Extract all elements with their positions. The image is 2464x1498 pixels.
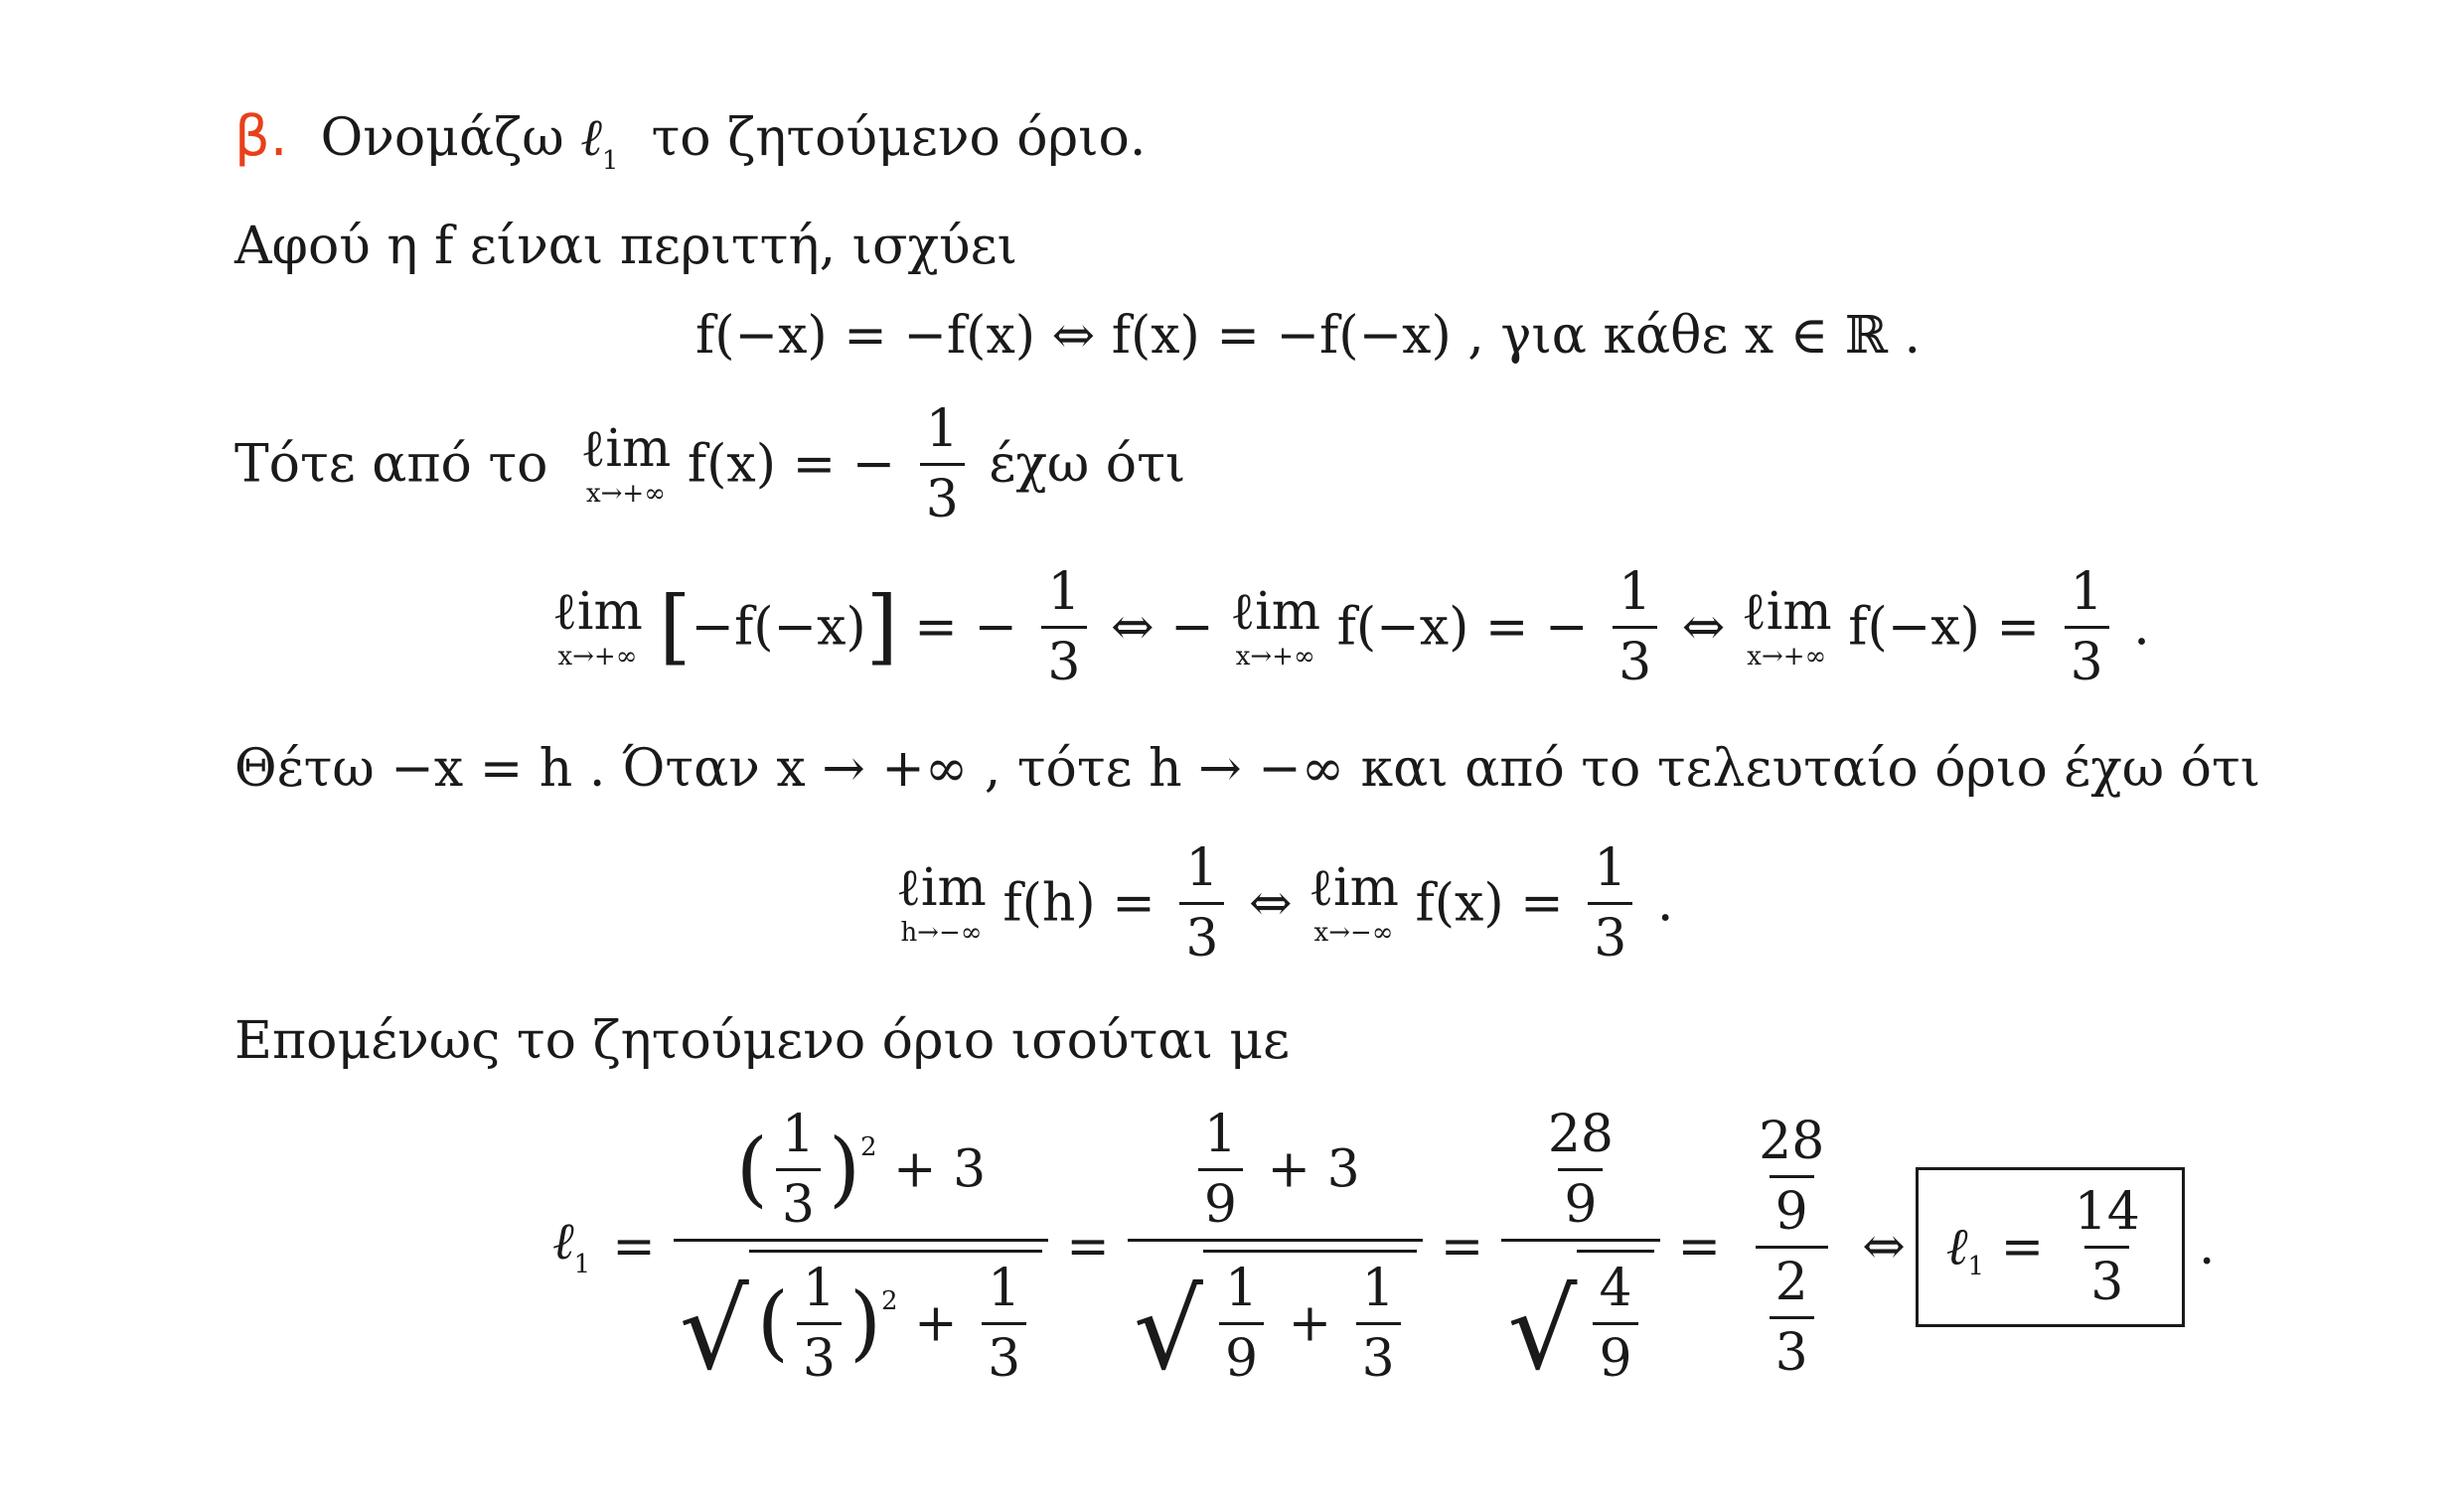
fraction-second-step xyxy=(1128,1105,1423,1394)
odd-function-text: f(−x) = −f(x) ⇔ f(x) = −f(−x) , για κάθε x ∈ ℝ . xyxy=(695,306,1921,366)
denominator: 3 xyxy=(797,1322,842,1385)
period: . xyxy=(2133,597,2150,658)
given-text-after: έχω ότι xyxy=(989,434,1186,495)
radical-sign: √ xyxy=(679,1267,749,1394)
plus-three: + 3 xyxy=(1267,1139,1360,1200)
left-paren: ( xyxy=(735,1122,768,1217)
numerator: 1 xyxy=(1047,562,1081,622)
numerator: 1 xyxy=(1185,838,1219,898)
bracket-expression: −f(−x) xyxy=(691,597,866,658)
numerator: 1 xyxy=(1618,562,1652,622)
odd-function-equation xyxy=(695,306,1921,366)
fraction-one-third xyxy=(1588,838,1632,969)
denominator: 9 xyxy=(1198,1168,1243,1231)
intro-line xyxy=(234,217,1017,276)
limit-operator xyxy=(1230,581,1321,672)
function-expression: f(−x) = − xyxy=(1336,597,1589,658)
denominator: 3 xyxy=(920,463,965,525)
heading-text-after: το ζητούμενο όριο. xyxy=(651,108,1147,168)
fraction-one-third xyxy=(2065,562,2109,692)
equals-minus: = − xyxy=(914,597,1017,658)
equals-sign: = xyxy=(2000,1217,2045,1276)
fraction-one-third xyxy=(1613,562,1657,692)
limit-symbol: ℓim xyxy=(1230,581,1321,642)
iff-symbol: ⇔ xyxy=(1248,873,1293,934)
iff-minus: ⇔ − xyxy=(1111,597,1214,658)
numerator: 28 xyxy=(1759,1111,1825,1171)
function-expression: f(−x) = xyxy=(1848,597,2041,658)
equals-sign: = xyxy=(1677,1217,1722,1276)
numerator xyxy=(730,1105,992,1239)
denominator xyxy=(1501,1239,1659,1394)
intro-text: Αφού η f είναι περιττή, ισχύει xyxy=(234,217,1017,276)
denominator: 3 xyxy=(1179,902,1224,965)
fraction-one-third xyxy=(920,399,965,529)
ell-subscript: 1 xyxy=(601,146,619,176)
ell-term xyxy=(552,1212,602,1279)
iff-symbol: ⇔ xyxy=(1862,1217,1906,1276)
numerator: 1 xyxy=(988,1259,1021,1318)
fraction-two-thirds xyxy=(1770,1252,1814,1383)
exponent: 2 xyxy=(880,1286,898,1316)
function-expression: f(x) = xyxy=(1415,873,1564,934)
substitution-line xyxy=(234,739,2261,799)
fraction-four-ninths xyxy=(1593,1259,1637,1389)
fraction-one-third xyxy=(1041,562,1086,692)
radicand xyxy=(1577,1250,1653,1389)
denominator: 3 xyxy=(2084,1246,2129,1308)
given-expression: f(x) = − xyxy=(687,434,896,495)
minus-infinity-limit-equation xyxy=(896,838,1674,969)
numerator: 1 xyxy=(802,1259,836,1318)
fraction-fourteen-thirds xyxy=(2069,1181,2146,1312)
fraction-fourth-step xyxy=(1739,1111,1844,1383)
denominator: 3 xyxy=(1613,626,1657,688)
given-text-before: Τότε από το xyxy=(234,434,548,495)
right-paren: ) xyxy=(828,1122,860,1217)
denominator: 3 xyxy=(1041,626,1086,688)
numerator: 1 xyxy=(1203,1105,1237,1164)
fraction-one-ninth xyxy=(1198,1105,1243,1235)
fraction-one-third xyxy=(1356,1259,1401,1389)
plus-sign: + xyxy=(1288,1293,1332,1354)
period: . xyxy=(2198,1217,2216,1276)
fraction-one-third xyxy=(797,1259,842,1389)
equals-sign: = xyxy=(612,1217,656,1276)
denominator: 3 xyxy=(776,1168,821,1231)
fraction-one-third xyxy=(776,1105,821,1235)
limit-symbol: ℓim xyxy=(1741,581,1832,642)
exponent: 2 xyxy=(859,1132,877,1162)
fraction-28-ninths xyxy=(1542,1105,1619,1235)
limit-subscript: x→+∞ xyxy=(585,478,666,509)
right-paren: ) xyxy=(848,1275,881,1371)
limit-subscript: x→+∞ xyxy=(557,641,638,672)
radicand xyxy=(1203,1250,1417,1389)
radical-sign: √ xyxy=(1133,1267,1203,1394)
limit-equation xyxy=(552,562,2150,692)
heading-line xyxy=(234,104,1147,176)
limit-operator xyxy=(552,581,643,672)
ell-symbol: ℓ xyxy=(580,108,602,168)
denominator: 3 xyxy=(2065,626,2109,688)
denominator: 9 xyxy=(1558,1168,1603,1231)
limit-symbol: ℓim xyxy=(580,418,672,479)
numerator: 1 xyxy=(781,1105,815,1164)
numerator: 4 xyxy=(1599,1259,1632,1318)
fraction-one-third xyxy=(1179,838,1224,969)
denominator: 3 xyxy=(1588,902,1632,965)
numerator: 14 xyxy=(2074,1181,2140,1242)
heading-text-before: Ονομάζω xyxy=(320,108,564,168)
numerator: 1 xyxy=(1224,1259,1259,1318)
radical-sign: √ xyxy=(1507,1267,1578,1394)
limit-operator xyxy=(896,857,987,948)
boxed-answer xyxy=(1916,1167,2185,1327)
equals-sign: = xyxy=(1440,1217,1484,1276)
limit-symbol: ℓim xyxy=(552,581,643,642)
denominator: 9 xyxy=(1219,1322,1264,1385)
denominator: 3 xyxy=(1356,1322,1401,1385)
denominator: 3 xyxy=(982,1322,1026,1385)
denominator: 9 xyxy=(1770,1175,1814,1238)
fraction-first-step xyxy=(674,1105,1048,1394)
substitution-text: Θέτω −x = h . Όταν x → +∞ , τότε h → −∞ και από το τελευταίο όριο έχω ότι xyxy=(234,739,2261,799)
ell-symbol: ℓ xyxy=(552,1212,574,1272)
numerator: 28 xyxy=(1547,1105,1615,1164)
numerator xyxy=(1184,1105,1366,1239)
limit-subscript: x→+∞ xyxy=(1747,641,1827,672)
limit-subscript: x→−∞ xyxy=(1313,917,1394,948)
fraction-one-third xyxy=(982,1259,1026,1389)
limit-operator xyxy=(1741,581,1832,672)
limit-symbol: ℓim xyxy=(896,857,987,918)
numerator: 1 xyxy=(925,399,959,459)
limit-subscript: h→−∞ xyxy=(900,917,983,948)
numerator xyxy=(1528,1105,1633,1239)
limit-operator xyxy=(580,418,672,509)
ell-symbol: ℓ xyxy=(1945,1217,1968,1276)
ell-subscript: 1 xyxy=(573,1250,591,1279)
fraction-28-ninths xyxy=(1753,1111,1830,1242)
numerator xyxy=(1739,1111,1844,1246)
numerator: 1 xyxy=(1361,1259,1395,1318)
fraction-one-ninth xyxy=(1219,1259,1264,1389)
denominator: 9 xyxy=(1593,1322,1637,1385)
final-equation xyxy=(552,1105,2216,1394)
limit-subscript: x→+∞ xyxy=(1235,641,1315,672)
left-bracket: [ xyxy=(659,579,692,674)
plus-three: + 3 xyxy=(893,1139,987,1200)
given-limit-line xyxy=(234,399,1186,529)
equals-sign: = xyxy=(1066,1217,1110,1276)
radicand xyxy=(749,1250,1042,1389)
conclusion-text: Επομένως το ζητούμενο όριο ισούται με xyxy=(234,1011,1291,1071)
square-root xyxy=(679,1250,1042,1394)
denominator xyxy=(1756,1246,1828,1383)
left-paren: ( xyxy=(756,1275,789,1371)
section-marker: β. xyxy=(234,104,288,169)
period: . xyxy=(1656,873,1674,934)
iff-symbol: ⇔ xyxy=(1681,597,1726,658)
limit-operator xyxy=(1309,857,1399,948)
square-root xyxy=(1133,1250,1417,1394)
numerator: 1 xyxy=(1594,838,1627,898)
conclusion-line xyxy=(234,1011,1291,1071)
plus-sign: + xyxy=(914,1293,958,1354)
numerator: 1 xyxy=(2070,562,2103,622)
ell-subscript: 1 xyxy=(1967,1251,1985,1281)
denominator xyxy=(674,1239,1048,1394)
right-bracket: ] xyxy=(865,579,898,674)
limit-symbol: ℓim xyxy=(1309,857,1399,918)
function-expression: f(h) = xyxy=(1002,873,1155,934)
numerator: 2 xyxy=(1774,1252,1808,1312)
denominator: 3 xyxy=(1770,1316,1814,1379)
square-root xyxy=(1507,1250,1653,1394)
fraction-third-step xyxy=(1501,1105,1659,1394)
denominator xyxy=(1128,1239,1423,1394)
